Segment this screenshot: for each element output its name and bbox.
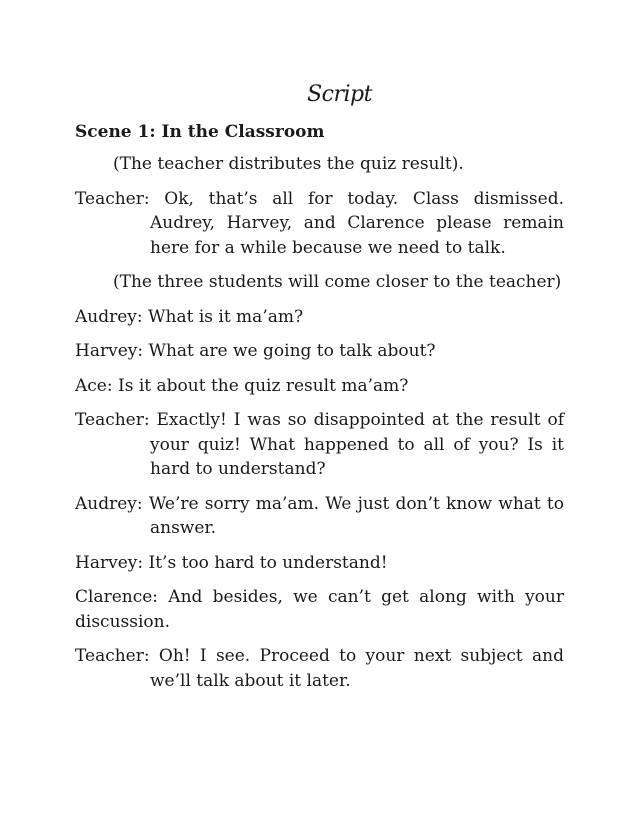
dialogue-line-audrey: Audrey: What is it ma’am? — [75, 306, 304, 327]
dialogue-line-clarence: Clarence: And besides, we can’t get along with your discussion. — [75, 587, 564, 632]
dialogue-line-teacher: Teacher: Ok, that’s all for today. Class dismissed. Audrey, Harvey, and Clarence please remain here for a while because we need to talk. — [75, 188, 564, 258]
dialogue-line-harvey: Harvey: What are we going to talk about? — [75, 341, 436, 361]
dialogue-line-teacher: Teacher: Exactly! I was so disappointed at the result of your quiz! What happened to all of you? Is it hard to understand? — [75, 410, 564, 479]
stage-direction: (The three students will come closer to the teacher) — [113, 272, 562, 292]
dialogue-line-teacher: Teacher: Oh! I see. Proceed to your next subject and we’ll talk about it later. — [75, 646, 564, 691]
scene-heading: Scene 1: In the Classroom — [75, 122, 325, 142]
page-title: Script — [307, 82, 372, 107]
stage-direction: (The teacher distributes the quiz result). — [113, 154, 464, 174]
dialogue-line-audrey: Audrey: We’re sorry ma’am. We just don’t know what to answer. — [75, 493, 564, 538]
dialogue-line-ace: Ace: Is it about the quiz result ma’am? — [75, 375, 409, 396]
dialogue-line-harvey: Harvey: It’s too hard to understand! — [75, 552, 388, 573]
script-page — [75, 78, 564, 703]
